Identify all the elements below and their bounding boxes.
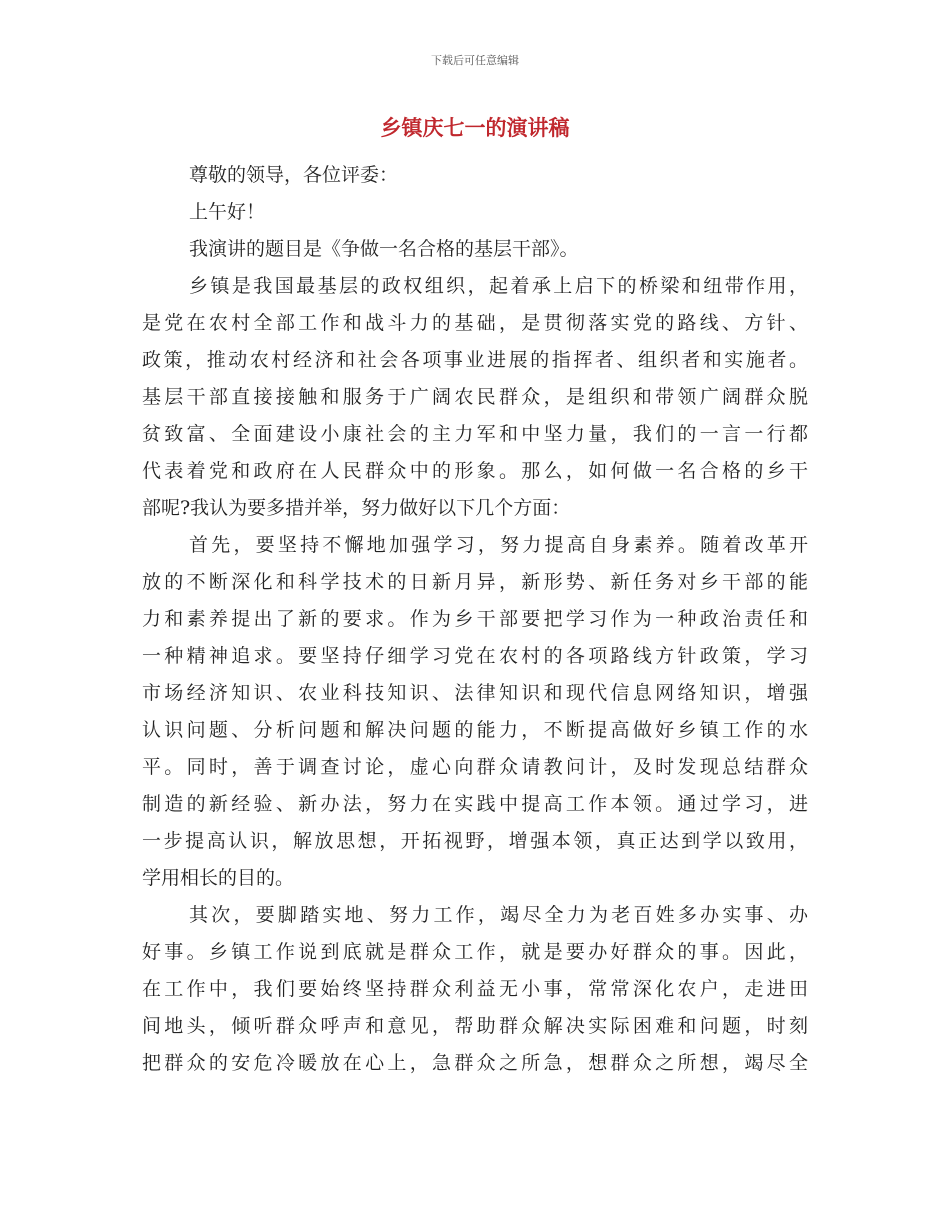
text-line: 代表着党和政府在人民群众中的形象。那么，如何做一名合格的乡干 xyxy=(142,460,808,482)
text-line: 一种精神追求。要坚持仔细学习党在农村的各项路线方针政策，学习 xyxy=(142,645,808,667)
text-line: 学用相长的目的。 xyxy=(142,867,295,889)
text-line: 上午好！ xyxy=(189,201,266,223)
text-line: 贫致富、全面建设小康社会的主力军和中坚力量，我们的一言一行都 xyxy=(142,423,808,445)
text-line: 一步提高认识，解放思想，开拓视野，增强本领，真正达到学以致用， xyxy=(142,830,808,852)
text-line: 尊敬的领导，各位评委： xyxy=(189,164,399,186)
text-line: 认识问题、分析问题和解决问题的能力，不断提高做好乡镇工作的水 xyxy=(142,719,808,741)
text-line: 基层干部直接接触和服务于广阔农民群众，是组织和带领广阔群众脱 xyxy=(142,386,808,408)
text-line: 把群众的安危冷暖放在心上，急群众之所急，想群众之所想，竭尽全 xyxy=(142,1052,808,1074)
text-line: 其次，要脚踏实地、努力工作，竭尽全力为老百姓多办实事、办 xyxy=(189,904,808,926)
text-line: 制造的新经验、新办法，努力在实践中提高工作本领。通过学习，进 xyxy=(142,793,808,815)
text-line: 市场经济知识、农业科技知识、法律知识和现代信息网络知识，增强 xyxy=(142,682,808,704)
text-line: 首先，要坚持不懈地加强学习，努力提高自身素养。随着改革开 xyxy=(189,534,808,556)
text-line: 好事。乡镇工作说到底就是群众工作，就是要办好群众的事。因此， xyxy=(142,941,808,963)
text-line: 力和素养提出了新的要求。作为乡干部要把学习作为一种政治责任和 xyxy=(142,608,808,630)
text-line: 间地头，倾听群众呼声和意见，帮助群众解决实际困难和问题，时刻 xyxy=(142,1015,808,1037)
text-line: 平。同时，善于调查讨论，虚心向群众请教问计，及时发现总结群众 xyxy=(142,756,808,778)
text-line: 在工作中，我们要始终坚持群众利益无小事，常常深化农户，走进田 xyxy=(142,978,808,1000)
text-line: 是党在农村全部工作和战斗力的基础，是贯彻落实党的路线、方针、 xyxy=(142,312,808,334)
page-header: 下载后可任意编辑 xyxy=(431,54,519,67)
text-line: 放的不断深化和科学技术的日新月异，新形势、新任务对乡干部的能 xyxy=(142,571,808,593)
text-line: 我演讲的题目是《争做一名合格的基层干部》。 xyxy=(189,238,579,260)
text-line: 乡镇是我国最基层的政权组织，起着承上启下的桥梁和纽带作用， xyxy=(189,275,808,297)
text-line: 部呢?我认为要多措并举，努力做好以下几个方面： xyxy=(142,497,571,519)
document-title: 乡镇庆七一的演讲稿 xyxy=(380,116,570,140)
text-line: 政策，推动农村经济和社会各项事业进展的指挥者、组织者和实施者。 xyxy=(142,349,808,371)
